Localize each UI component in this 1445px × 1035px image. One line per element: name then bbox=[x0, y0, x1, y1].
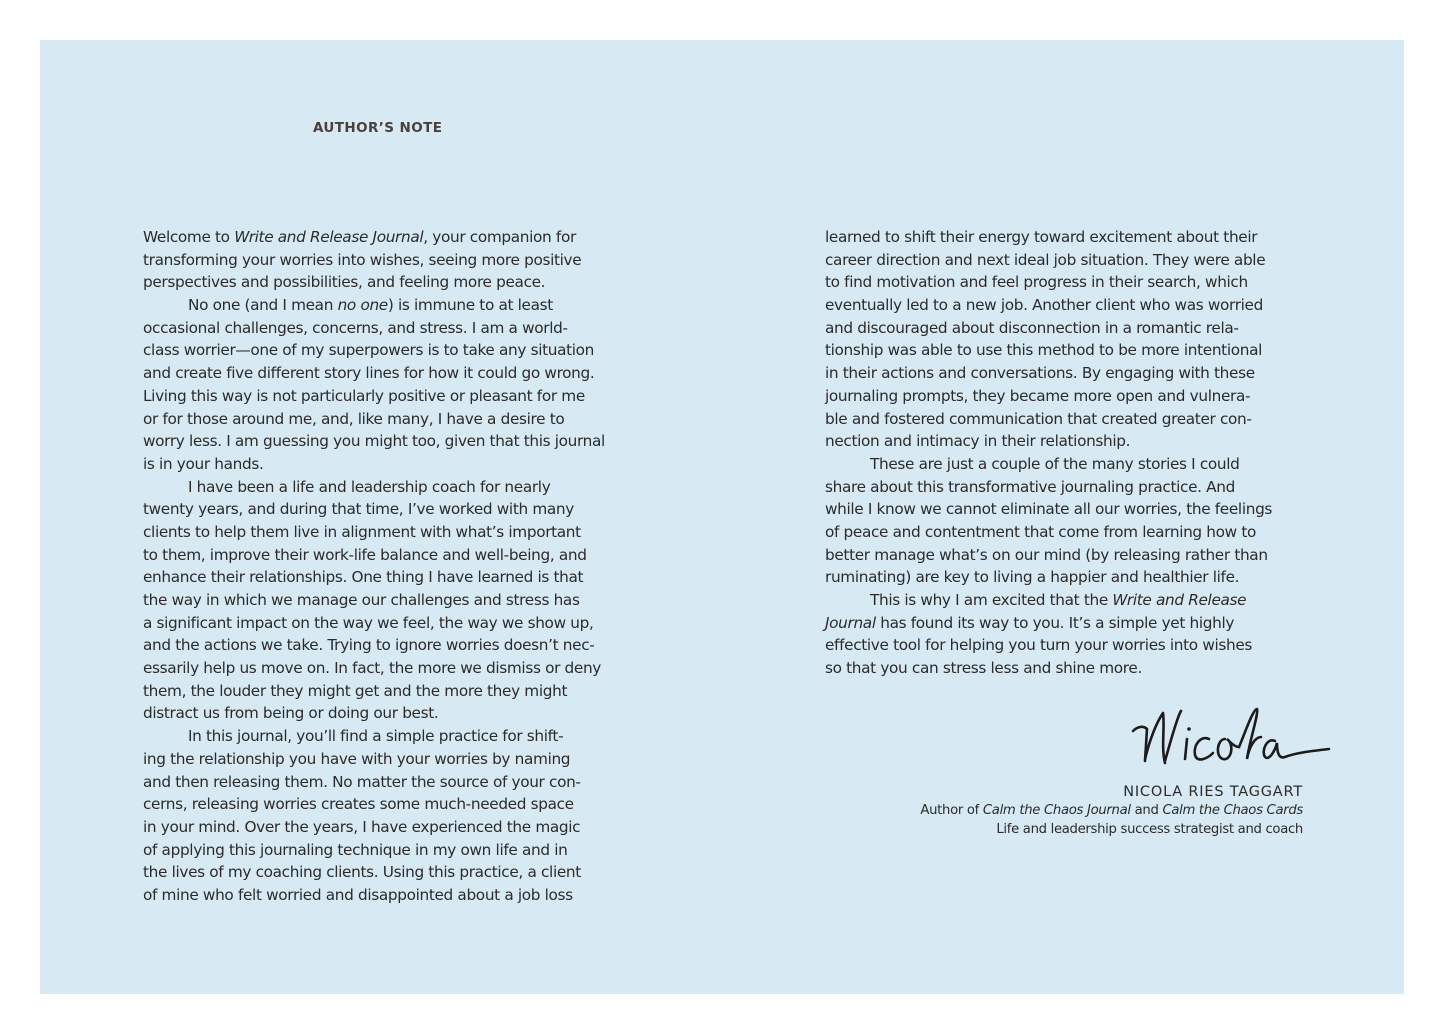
text-line: occasional challenges, concerns, and stress. I am a world- bbox=[143, 318, 568, 337]
text-line: cerns, releasing worries creates some much-needed space bbox=[143, 795, 574, 814]
text-line: enhance their relationships. One thing I have learned is that bbox=[143, 568, 584, 587]
left-column bbox=[143, 226, 633, 907]
text-line: I have been a life and leadership coach for nearly bbox=[188, 477, 551, 496]
text-line: In this journal, you’ll find a simple practice for shift- bbox=[188, 727, 564, 746]
text-line: No one (and I mean no one) is immune to at least bbox=[188, 296, 553, 315]
text-line: worry less. I am guessing you might too, given that this journal bbox=[143, 432, 605, 451]
text-line: twenty years, and during that time, I’ve worked with many bbox=[143, 500, 574, 519]
right-column bbox=[825, 226, 1315, 680]
text-line: and then releasing them. No matter the source of your con- bbox=[143, 772, 581, 791]
text-line: journaling prompts, they became more open and vulnera- bbox=[825, 386, 1251, 405]
text-line: share about this transformative journaling practice. And bbox=[825, 477, 1235, 496]
author-credits: Author of Calm the Chaos Journal and Calm the Chaos Cards bbox=[920, 803, 1303, 818]
text-line: to find motivation and feel progress in their search, which bbox=[825, 273, 1248, 292]
text-line: them, the louder they might get and the more they might bbox=[143, 681, 568, 700]
text-line: of applying this journaling technique in my own life and in bbox=[143, 840, 568, 859]
text-line: in their actions and conversations. By engaging with these bbox=[825, 364, 1255, 383]
text-line: in your mind. Over the years, I have experienced the magic bbox=[143, 817, 581, 836]
text-line: the way in which we manage our challenges and stress has bbox=[143, 591, 580, 609]
handwritten-signature bbox=[1125, 703, 1335, 771]
text-line: to them, improve their work-life balance and well-being, and bbox=[143, 545, 587, 564]
text-line: better manage what’s on our mind (by releasing rather than bbox=[825, 545, 1268, 564]
text-line: and discouraged about disconnection in a romantic rela- bbox=[825, 318, 1239, 337]
text-line: effective tool for helping you turn your worries into wishes bbox=[825, 636, 1253, 655]
text-line: is in your hands. bbox=[143, 454, 264, 473]
text-line: learned to shift their energy toward excitement about their bbox=[825, 228, 1258, 246]
text-line: so that you can stress less and shine more. bbox=[825, 659, 1142, 678]
text-line: These are just a couple of the many stories I could bbox=[870, 454, 1240, 473]
text-line: a significant impact on the way we feel, the way we show up, bbox=[143, 613, 594, 632]
text-line: career direction and next ideal job situation. They were able bbox=[825, 250, 1266, 269]
author-title: Life and leadership success strategist and coach bbox=[996, 822, 1303, 837]
text-line: nection and intimacy in their relationship. bbox=[825, 432, 1131, 451]
text-line: transforming your worries into wishes, seeing more positive bbox=[143, 250, 582, 269]
text-line: and create five different story lines for how it could go wrong. bbox=[143, 364, 595, 383]
text-line: This is why I am excited that the Write and Release bbox=[870, 591, 1247, 609]
text-line: of mine who felt worried and disappointed about a job loss bbox=[143, 885, 573, 904]
text-line: Living this way is not particularly positive or pleasant for me bbox=[143, 386, 585, 405]
text-line: eventually led to a new job. Another client who was worried bbox=[825, 296, 1263, 315]
author-name: NICOLA RIES TAGGART bbox=[1123, 784, 1303, 800]
text-line: ing the relationship you have with your worries by naming bbox=[143, 749, 571, 768]
text-line: clients to help them live in alignment with what’s important bbox=[143, 522, 581, 541]
text-line: the lives of my coaching clients. Using this practice, a client bbox=[143, 863, 581, 882]
text-line: Welcome to Write and Release Journal, your companion for bbox=[143, 228, 576, 246]
text-line: class worrier—one of my superpowers is to take any situation bbox=[143, 341, 595, 360]
text-line: Journal has found its way to you. It’s a simple yet highly bbox=[825, 613, 1235, 632]
text-line: ble and fostered communication that created greater con- bbox=[825, 409, 1252, 428]
text-line: tionship was able to use this method to be more intentional bbox=[825, 341, 1262, 360]
text-line: distract us from being or doing our best. bbox=[143, 704, 439, 723]
text-line: and the actions we take. Trying to ignore worries doesn’t nec- bbox=[143, 636, 595, 655]
text-line: or for those around me, and, like many, I have a desire to bbox=[143, 409, 565, 428]
text-line: ruminating) are key to living a happier and healthier life. bbox=[825, 568, 1240, 587]
text-line: perspectives and possibilities, and feeling more peace. bbox=[143, 273, 546, 292]
section-heading: AUTHOR’S NOTE bbox=[313, 120, 443, 136]
text-line: of peace and contentment that come from learning how to bbox=[825, 522, 1256, 541]
text-line: while I know we cannot eliminate all our worries, the feelings bbox=[825, 500, 1273, 519]
text-line: essarily help us move on. In fact, the more we dismiss or deny bbox=[143, 659, 602, 678]
